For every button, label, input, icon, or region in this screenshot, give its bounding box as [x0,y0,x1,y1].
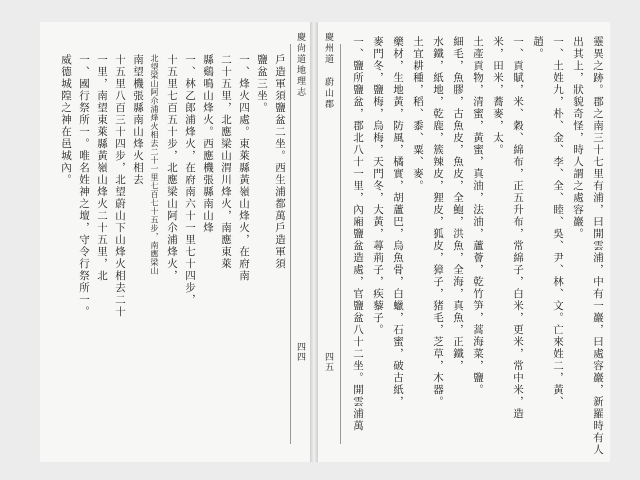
text-column: 麥門冬，鹽梅，烏梅，天門冬，大黃，蕁荊子，疾藜子。 [372,36,384,336]
text-column: 水鐵，紙地，乾鹿，簇辣皮，狸皮，狐皮，獐子，猪毛，芝草，木器。 [432,36,444,408]
text-column: 一、烽火四處。東萊縣黃嶺山烽火，在府南 [238,54,250,282]
left-page-number: 四四 [295,342,305,362]
text-column: 靈異之跡。郡之南三十七里有浦，曰開雲浦，中有一巖，曰處容巖，新羅時有人 [592,36,604,456]
text-column: 一、鹽所鹽盆，郡北八十一里，內廂鹽盆造處，官鹽盆八十二坐。開雲浦萬 [352,36,364,432]
text-column: 一里，南望東萊縣黃嶺山烽火二十五里，北 [96,54,108,282]
text-column: 出其上，狀貌奇怪，時人謂之處容巖。 [572,36,584,240]
text-column: 一、國行祭所一。唯名姓神之壇，守令行祭所一。 [78,54,90,318]
text-column: 北望梁山阿尒浦烽火相去二十一里七百七十五步，南應梁山 [150,54,159,275]
right-page-header: 慶州道 蔚山郡 [323,32,333,110]
left-page-header: 慶尙道地理志 [295,32,305,98]
text-column: 十五里八百三十四步，北望蔚山下山烽火相去二十 [114,54,126,318]
right-page-number: 四五 [323,352,333,372]
right-page [318,22,610,462]
book-gutter [310,22,318,462]
text-column: 趙。 [532,36,544,60]
left-page-rule [290,44,291,444]
text-column: 細毛，魚膠，古魚皮，魚皮，全鮑，洪魚，全海，真魚，正鐵， [452,36,464,372]
text-column: 一、林乙郎浦烽火，在府南六十一里七十四步， [184,54,196,306]
text-column: 威德城隍之神在邑城內。 [60,54,72,186]
text-column: 土產貢物，清蜜，黃蜜，真油，法油，蘆薈，乾竹笋，蒿海菜，鹽。 [472,36,484,396]
text-column: 土宜耕種，稻、黍、粟、麥。 [412,36,424,192]
text-column: 一、貢賦，米、穀、綿布，正五升布，常綿子，白米，更米，常中米，造 [512,36,524,420]
left-page [40,22,310,462]
text-column: 南望機張縣南山烽火相去 [132,54,144,186]
text-column: 二十五里，北應梁山渭川烽火，南應東萊 [220,54,232,270]
text-column: 戶造軍須鹽盆二坐。西生浦都萬戶造軍須 [274,54,286,270]
text-column: 藥材，生地黃，防風，橘實，胡蘆巴，烏魚骨，白蠟，石蜜，破古紙， [392,36,404,408]
text-column: 米，田米，蕎麥，太。 [492,36,504,156]
right-page-rule [340,44,341,444]
text-column: 一、土姓九，朴、金、李、全、睦、吳、尹、林、文。亡來姓二，黃、 [552,36,564,408]
text-column: 鹽盆三坐。 [256,54,268,114]
text-column: 縣鷄鳴山烽火。西應機張縣南山烽 [202,54,214,234]
text-column: 十五里七百五十步，北應梁山阿尒浦烽火， [166,54,178,282]
